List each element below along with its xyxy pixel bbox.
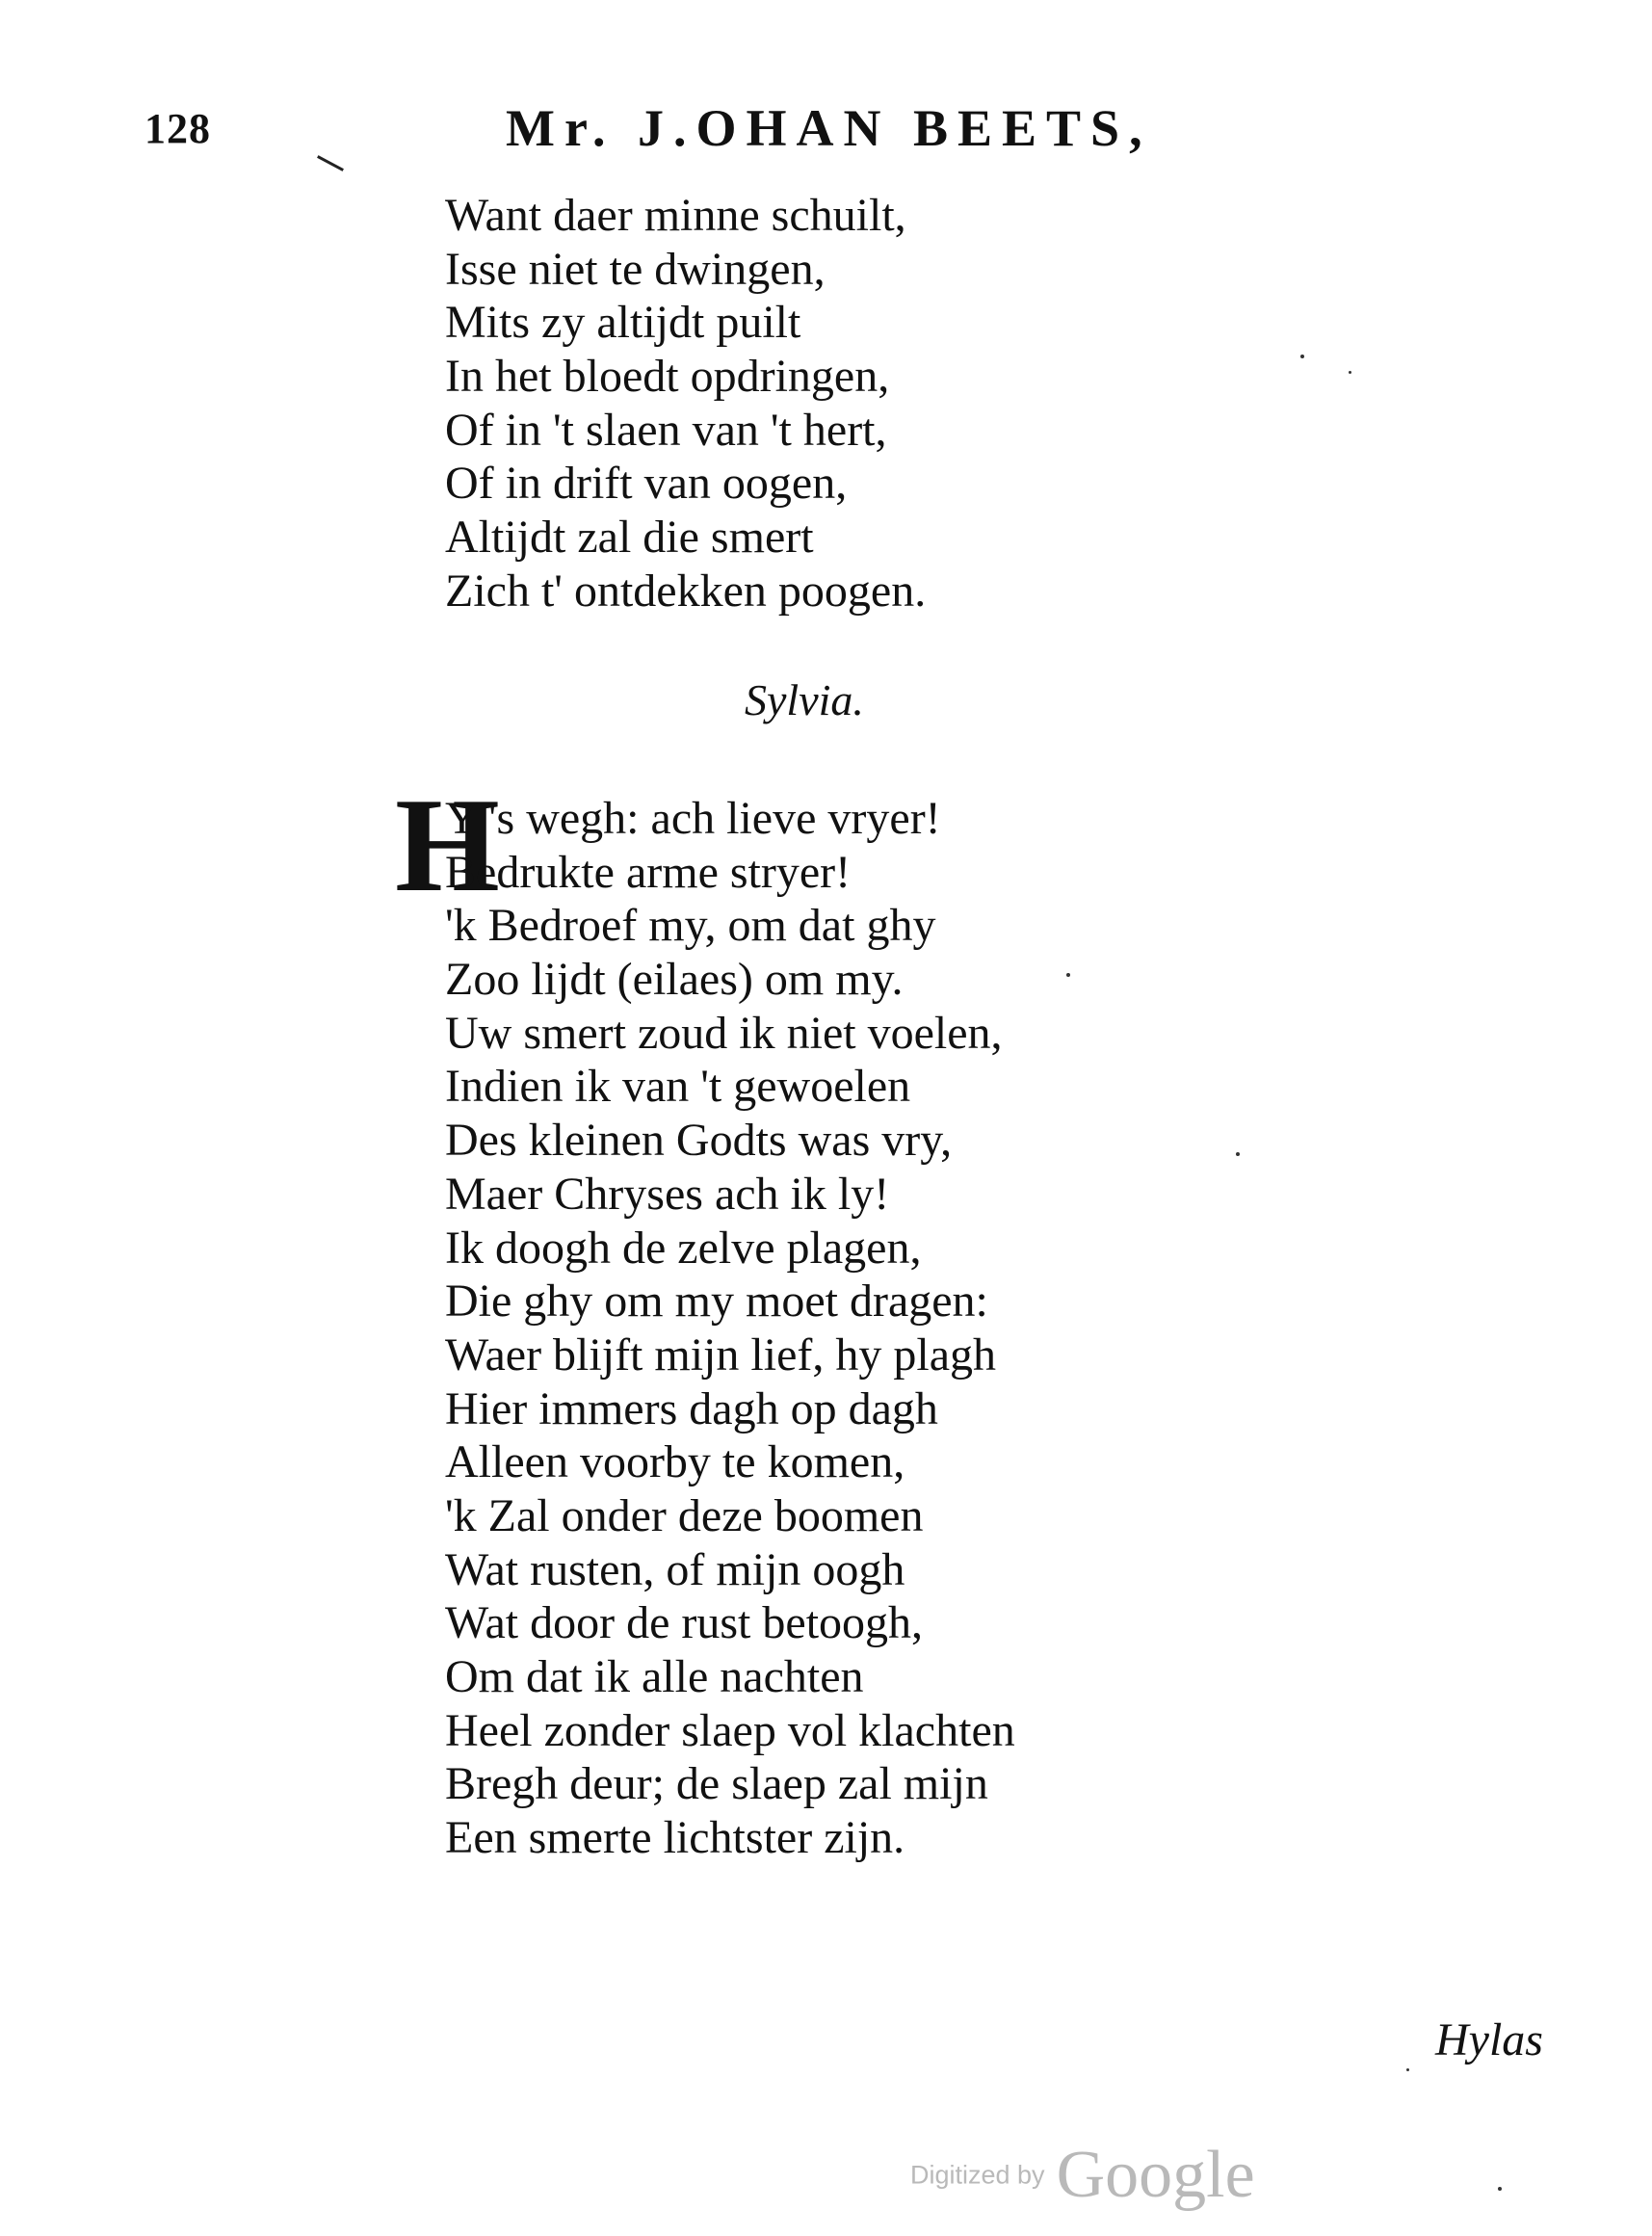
verse-line: Of in drift van oogen,	[445, 458, 848, 510]
verse-line: Een smerte lichtster zijn.	[445, 1812, 905, 1864]
scan-speck	[1406, 2068, 1409, 2071]
verse-line: Heel zonder slaep vol klachten	[445, 1704, 1015, 1756]
stanza-second	[445, 792, 1015, 1865]
scan-speck	[1300, 355, 1304, 358]
page-number: 128	[144, 105, 211, 152]
verse-line: 'k Zal onder deze boomen	[445, 1489, 924, 1541]
verse-line: Waer blijft mijn lief, hy plagh	[445, 1328, 996, 1381]
verse-line: Zich t' ontdekken poogen.	[445, 565, 927, 617]
verse-line: Y 's wegh: ach lieve vryer!	[445, 793, 941, 844]
verse-line: Altijdt zal die smert	[445, 512, 814, 564]
stanza-first	[445, 189, 926, 618]
verse-line: Wat rusten, of mijn oogh	[445, 1543, 905, 1595]
speaker-heading: Sylvia.	[745, 675, 864, 724]
verse-line: 'k Bedroef my, om dat ghy	[445, 900, 936, 952]
verse-line: Of in 't slaen van 't hert,	[445, 404, 887, 456]
verse-line: Bregh deur; de slaep zal mijn	[445, 1758, 988, 1810]
scan-speck	[1236, 1152, 1240, 1156]
verse-line: Bedrukte arme stryer!	[445, 846, 852, 898]
stray-mark	[317, 155, 344, 171]
drop-cap: H	[395, 771, 500, 920]
verse-line: Mits zy altijdt puilt	[445, 297, 801, 349]
verse-line: Isse niet te dwingen,	[445, 243, 826, 295]
verse-line: Indien ik van 't gewoelen	[445, 1061, 911, 1113]
verse-line: Want daer minne schuilt,	[445, 190, 906, 241]
digitized-watermark	[910, 2137, 1255, 2214]
catchword: Hylas	[1435, 2014, 1543, 2065]
running-head: Mr. J.OHAN BEETS,	[506, 99, 1152, 157]
verse-line: Maer Chryses ach ik ly!	[445, 1168, 890, 1220]
google-logo: Google	[1056, 2138, 1255, 2212]
verse-line: Alleen voorby te komen,	[445, 1436, 905, 1488]
scan-speck	[1498, 2187, 1502, 2191]
verse-line: Uw smert zoud ik niet voelen,	[445, 1007, 1003, 1059]
verse-line: Wat door de rust betoogh,	[445, 1597, 924, 1649]
verse-line: Om dat ik alle nachten	[445, 1651, 864, 1702]
scan-speck	[1066, 973, 1070, 977]
verse-line: Des kleinen Godts was vry,	[445, 1115, 953, 1167]
verse-line: Zoo lijdt (eilaes) om my.	[445, 954, 904, 1006]
scan-speck	[1349, 371, 1351, 374]
verse-line: In het bloedt opdringen,	[445, 351, 890, 403]
watermark-prefix: Digitized by	[910, 2160, 1045, 2190]
verse-line: Hier immers dagh op dagh	[445, 1382, 938, 1434]
verse-line: Die ghy om my moet dragen:	[445, 1276, 988, 1328]
verse-line: Ik doogh de zelve plagen,	[445, 1222, 922, 1274]
